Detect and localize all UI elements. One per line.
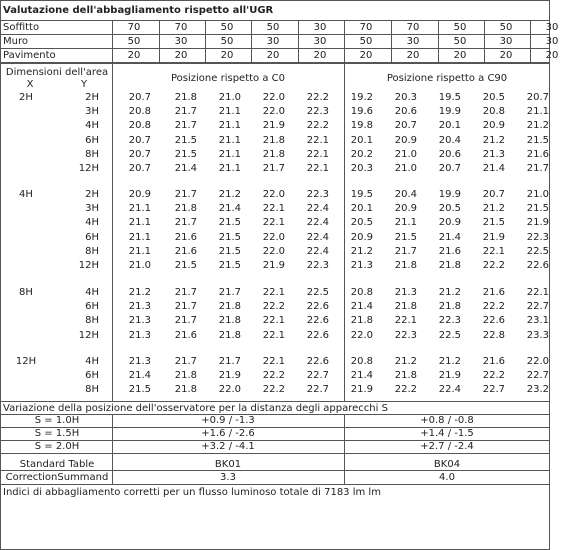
ugr-value: 21.3 bbox=[394, 287, 417, 298]
ugr-value: 21.2 bbox=[438, 356, 461, 367]
reflectance-value: 70 bbox=[174, 22, 188, 33]
ugr-value: 22.2 bbox=[262, 301, 285, 312]
ugr-value: 21.4 bbox=[350, 301, 373, 312]
c90-header: Posizione rispetto a C90 bbox=[386, 73, 508, 84]
ugr-value: 22.0 bbox=[262, 106, 285, 117]
reflectance-value: 20 bbox=[406, 50, 420, 61]
ugr-value: 21.4 bbox=[218, 203, 241, 214]
ugr-value: 20.7 bbox=[394, 120, 417, 131]
ugr-value: 22.5 bbox=[306, 287, 329, 298]
ugr-value: 20.3 bbox=[394, 92, 417, 103]
reflectance-value: 50 bbox=[359, 36, 373, 47]
ugr-value: 20.6 bbox=[394, 106, 417, 117]
ugr-value: 21.6 bbox=[438, 246, 461, 257]
ugr-value: 21.6 bbox=[174, 232, 197, 243]
ugr-value: 22.0 bbox=[350, 330, 373, 341]
ugr-value: 19.5 bbox=[350, 189, 373, 200]
area-y: 12H bbox=[78, 330, 99, 341]
ugr-value: 21.4 bbox=[350, 370, 373, 381]
ugr-value: 21.1 bbox=[218, 106, 241, 117]
ugr-value: 22.1 bbox=[262, 356, 285, 367]
ugr-value: 21.9 bbox=[262, 120, 285, 131]
ugr-value: 23.3 bbox=[526, 330, 549, 341]
ugr-value: 21.8 bbox=[262, 149, 285, 160]
ugr-value: 21.4 bbox=[438, 232, 461, 243]
ugr-value: 19.9 bbox=[438, 106, 461, 117]
column-divider bbox=[391, 21, 392, 63]
ugr-value: 21.2 bbox=[218, 189, 241, 200]
ugr-value: 21.5 bbox=[218, 217, 241, 228]
reflectance-value: 30 bbox=[545, 22, 559, 33]
area-x: 4H bbox=[19, 189, 33, 200]
c0-header: Posizione rispetto a C0 bbox=[171, 73, 285, 84]
ugr-value: 20.7 bbox=[526, 92, 549, 103]
reflectance-value: 50 bbox=[453, 22, 467, 33]
ugr-value: 20.1 bbox=[438, 120, 461, 131]
ugr-value: 20.7 bbox=[128, 135, 151, 146]
ugr-value: 20.5 bbox=[438, 203, 461, 214]
ugr-value: 22.3 bbox=[526, 232, 549, 243]
reflectance-value: 30 bbox=[499, 36, 513, 47]
ugr-value: 22.1 bbox=[526, 287, 549, 298]
ugr-value: 22.2 bbox=[262, 384, 285, 395]
ugr-value: 21.3 bbox=[128, 330, 151, 341]
ugr-value: 22.4 bbox=[438, 384, 461, 395]
area-y: 4H bbox=[85, 287, 99, 298]
ugr-value: 22.3 bbox=[306, 189, 329, 200]
ugr-value: 21.6 bbox=[482, 356, 505, 367]
ugr-value: 22.1 bbox=[262, 315, 285, 326]
reflectance-value: 30 bbox=[174, 36, 188, 47]
area-y: 8H bbox=[85, 315, 99, 326]
ugr-value: 21.0 bbox=[128, 260, 151, 271]
ugr-value: 23.1 bbox=[526, 315, 549, 326]
column-divider bbox=[112, 64, 113, 402]
column-divider bbox=[205, 21, 206, 63]
area-y: 4H bbox=[85, 217, 99, 228]
reflectance-value: 20 bbox=[220, 50, 234, 61]
variation-heading: Variazione della posizione dell'osservatore per la distanza degli apparecchi S bbox=[3, 403, 388, 414]
ugr-value: 20.9 bbox=[350, 232, 373, 243]
column-divider bbox=[484, 21, 485, 63]
row-divider bbox=[1, 34, 549, 35]
column-divider bbox=[298, 21, 299, 63]
area-y: 8H bbox=[85, 246, 99, 257]
ugr-value: 22.7 bbox=[526, 301, 549, 312]
area-y: 4H bbox=[85, 120, 99, 131]
area-y: 2H bbox=[85, 189, 99, 200]
ugr-value: 20.4 bbox=[438, 135, 461, 146]
ugr-value: 22.0 bbox=[218, 384, 241, 395]
y-header: Y bbox=[80, 79, 88, 90]
ugr-value: 20.8 bbox=[350, 356, 373, 367]
ugr-value: 20.9 bbox=[128, 189, 151, 200]
ugr-value: 21.9 bbox=[350, 384, 373, 395]
ugr-value: 21.9 bbox=[482, 232, 505, 243]
reflectance-value: 30 bbox=[545, 36, 559, 47]
ugr-value: 22.8 bbox=[482, 330, 505, 341]
ugr-value: 22.1 bbox=[482, 246, 505, 257]
ugr-value: 22.1 bbox=[394, 315, 417, 326]
variation-label: S = 1.5H bbox=[34, 428, 80, 439]
ugr-value: 21.2 bbox=[394, 356, 417, 367]
variation-c0: +0.9 / -1.3 bbox=[201, 415, 255, 426]
ugr-value: 22.1 bbox=[262, 330, 285, 341]
area-y: 8H bbox=[85, 384, 99, 395]
ugr-value: 20.7 bbox=[482, 189, 505, 200]
row-divider bbox=[1, 484, 549, 485]
ugr-value: 21.2 bbox=[350, 246, 373, 257]
ugr-value: 21.8 bbox=[174, 92, 197, 103]
variation-label: S = 1.0H bbox=[34, 415, 80, 426]
reflectance-label: Soffitto bbox=[3, 22, 40, 33]
ugr-value: 22.2 bbox=[262, 370, 285, 381]
ugr-value: 21.1 bbox=[218, 149, 241, 160]
ugr-value: 21.1 bbox=[128, 232, 151, 243]
ugr-value: 22.1 bbox=[306, 163, 329, 174]
ugr-value: 22.1 bbox=[262, 217, 285, 228]
ugr-value: 22.7 bbox=[526, 370, 549, 381]
ugr-value: 21.7 bbox=[394, 246, 417, 257]
column-divider bbox=[344, 21, 345, 63]
ugr-value: 21.9 bbox=[438, 370, 461, 381]
ugr-value: 21.7 bbox=[174, 287, 197, 298]
ugr-value: 22.4 bbox=[306, 217, 329, 228]
ugr-value: 21.6 bbox=[174, 330, 197, 341]
footer-note: Indici di abbagliamento corretti per un flusso luminoso totale di 7183 lm lm bbox=[3, 487, 381, 498]
ugr-value: 21.7 bbox=[174, 356, 197, 367]
ugr-value: 21.8 bbox=[174, 370, 197, 381]
reflectance-label: Muro bbox=[3, 36, 28, 47]
ugr-value: 21.8 bbox=[262, 135, 285, 146]
reflectance-value: 50 bbox=[127, 36, 141, 47]
ugr-value: 20.9 bbox=[394, 135, 417, 146]
reflectance-value: 70 bbox=[406, 22, 420, 33]
ugr-value: 20.8 bbox=[128, 120, 151, 131]
ugr-value: 20.8 bbox=[128, 106, 151, 117]
ugr-value: 22.3 bbox=[394, 330, 417, 341]
reflectance-value: 50 bbox=[220, 36, 234, 47]
ugr-value: 21.7 bbox=[174, 301, 197, 312]
ugr-value: 21.7 bbox=[218, 356, 241, 367]
ugr-value: 22.3 bbox=[306, 260, 329, 271]
reflectance-value: 20 bbox=[499, 50, 513, 61]
ugr-value: 21.9 bbox=[218, 370, 241, 381]
ugr-value: 21.6 bbox=[482, 287, 505, 298]
column-divider bbox=[438, 21, 439, 63]
ugr-value: 22.2 bbox=[306, 120, 329, 131]
x-header: X bbox=[26, 79, 34, 90]
ugr-value: 21.3 bbox=[482, 149, 505, 160]
ugr-value: 20.9 bbox=[482, 120, 505, 131]
reflectance-value: 20 bbox=[359, 50, 373, 61]
ugr-value: 20.4 bbox=[394, 189, 417, 200]
column-divider bbox=[530, 21, 531, 63]
reflectance-value: 20 bbox=[266, 50, 280, 61]
area-y: 8H bbox=[85, 149, 99, 160]
ugr-value: 22.6 bbox=[306, 330, 329, 341]
ugr-value: 19.5 bbox=[438, 92, 461, 103]
ugr-value: 22.6 bbox=[306, 315, 329, 326]
ugr-value: 20.7 bbox=[128, 92, 151, 103]
area-y: 12H bbox=[78, 163, 99, 174]
ugr-value: 22.5 bbox=[526, 246, 549, 257]
ugr-value: 22.1 bbox=[262, 287, 285, 298]
reflectance-value: 30 bbox=[266, 36, 280, 47]
dimensions-header: Dimensioni dell'area bbox=[5, 67, 109, 78]
ugr-value: 21.4 bbox=[482, 163, 505, 174]
ugr-value: 20.5 bbox=[350, 217, 373, 228]
ugr-value: 20.3 bbox=[350, 163, 373, 174]
ugr-value: 22.6 bbox=[526, 260, 549, 271]
ugr-value: 21.0 bbox=[394, 163, 417, 174]
area-x: 2H bbox=[19, 92, 33, 103]
ugr-value: 21.8 bbox=[218, 301, 241, 312]
ugr-value: 21.7 bbox=[526, 163, 549, 174]
reflectance-value: 30 bbox=[313, 36, 327, 47]
area-y: 3H bbox=[85, 203, 99, 214]
ugr-value: 21.1 bbox=[218, 120, 241, 131]
area-y: 6H bbox=[85, 232, 99, 243]
ugr-value: 21.6 bbox=[526, 149, 549, 160]
reflectance-value: 50 bbox=[220, 22, 234, 33]
column-divider bbox=[159, 21, 160, 63]
ugr-value: 21.1 bbox=[394, 217, 417, 228]
ugr-value: 20.7 bbox=[128, 149, 151, 160]
ugr-value: 19.9 bbox=[438, 189, 461, 200]
ugr-value: 21.7 bbox=[174, 189, 197, 200]
ugr-value: 21.9 bbox=[262, 260, 285, 271]
ugr-value: 20.9 bbox=[394, 203, 417, 214]
ugr-value: 22.0 bbox=[262, 189, 285, 200]
row-divider bbox=[1, 470, 549, 471]
ugr-value: 21.1 bbox=[128, 217, 151, 228]
ugr-value: 22.7 bbox=[306, 384, 329, 395]
area-y: 4H bbox=[85, 356, 99, 367]
ugr-value: 23.2 bbox=[526, 384, 549, 395]
table-title: Valutazione dell'abbagliamento rispetto all'UGR bbox=[3, 5, 274, 16]
ugr-value: 19.6 bbox=[350, 106, 373, 117]
area-y: 12H bbox=[78, 260, 99, 271]
reflectance-value: 50 bbox=[499, 22, 513, 33]
ugr-value: 21.0 bbox=[394, 149, 417, 160]
ugr-value: 21.7 bbox=[174, 217, 197, 228]
ugr-value: 21.8 bbox=[438, 260, 461, 271]
ugr-value: 19.2 bbox=[350, 92, 373, 103]
ugr-value: 21.3 bbox=[350, 260, 373, 271]
ugr-value: 21.8 bbox=[394, 301, 417, 312]
ugr-value: 21.8 bbox=[394, 370, 417, 381]
ugr-value: 21.8 bbox=[218, 330, 241, 341]
ugr-value: 21.5 bbox=[174, 135, 197, 146]
ugr-value: 21.7 bbox=[174, 106, 197, 117]
ugr-value: 21.8 bbox=[438, 301, 461, 312]
area-y: 6H bbox=[85, 135, 99, 146]
reflectance-value: 20 bbox=[453, 50, 467, 61]
ugr-value: 21.8 bbox=[350, 315, 373, 326]
ugr-value: 21.7 bbox=[174, 120, 197, 131]
area-y: 2H bbox=[85, 92, 99, 103]
reflectance-value: 50 bbox=[453, 36, 467, 47]
ugr-value: 21.2 bbox=[482, 135, 505, 146]
column-divider bbox=[344, 414, 345, 484]
reflectance-value: 30 bbox=[406, 36, 420, 47]
reflectance-value: 50 bbox=[266, 22, 280, 33]
row-divider bbox=[1, 401, 549, 402]
ugr-value: 20.6 bbox=[438, 149, 461, 160]
column-divider bbox=[251, 21, 252, 63]
ugr-value: 20.9 bbox=[438, 217, 461, 228]
ugr-value: 22.2 bbox=[482, 370, 505, 381]
ugr-value: 21.8 bbox=[174, 384, 197, 395]
ugr-value: 21.5 bbox=[394, 232, 417, 243]
ugr-value: 22.1 bbox=[262, 203, 285, 214]
row-divider bbox=[1, 63, 549, 64]
ugr-value: 20.8 bbox=[350, 287, 373, 298]
ugr-value: 22.0 bbox=[262, 92, 285, 103]
ugr-value: 21.1 bbox=[218, 163, 241, 174]
reflectance-value: 70 bbox=[127, 22, 141, 33]
area-x: 8H bbox=[19, 287, 33, 298]
ugr-value: 22.0 bbox=[526, 356, 549, 367]
ugr-value: 21.7 bbox=[262, 163, 285, 174]
reflectance-value: 20 bbox=[174, 50, 188, 61]
ugr-value: 21.0 bbox=[526, 189, 549, 200]
ugr-value: 22.2 bbox=[482, 301, 505, 312]
ugr-value: 21.7 bbox=[218, 287, 241, 298]
ugr-value: 20.8 bbox=[482, 106, 505, 117]
ugr-value: 22.2 bbox=[482, 260, 505, 271]
ugr-value: 22.7 bbox=[482, 384, 505, 395]
correction-c0: 3.3 bbox=[220, 472, 236, 483]
column-divider bbox=[112, 21, 113, 63]
ugr-value: 20.1 bbox=[350, 203, 373, 214]
ugr-value: 22.3 bbox=[438, 315, 461, 326]
column-divider bbox=[112, 414, 113, 484]
ugr-value: 21.7 bbox=[174, 315, 197, 326]
ugr-value: 21.1 bbox=[128, 203, 151, 214]
reflectance-value: 20 bbox=[313, 50, 327, 61]
reflectance-value: 70 bbox=[359, 22, 373, 33]
ugr-value: 22.0 bbox=[262, 232, 285, 243]
row-divider bbox=[1, 453, 549, 454]
ugr-value: 21.5 bbox=[482, 217, 505, 228]
reflectance-value: 30 bbox=[313, 22, 327, 33]
ugr-value: 22.6 bbox=[306, 356, 329, 367]
ugr-value: 22.4 bbox=[306, 203, 329, 214]
ugr-value: 21.2 bbox=[482, 203, 505, 214]
standard-table-c90: BK04 bbox=[433, 459, 461, 470]
ugr-value: 22.4 bbox=[306, 246, 329, 257]
ugr-value: 21.5 bbox=[218, 246, 241, 257]
ugr-value: 22.1 bbox=[306, 135, 329, 146]
ugr-value: 21.8 bbox=[218, 315, 241, 326]
ugr-value: 22.6 bbox=[306, 301, 329, 312]
reflectance-label: Pavimento bbox=[3, 50, 56, 61]
correction-c90: 4.0 bbox=[439, 472, 455, 483]
ugr-value: 20.5 bbox=[482, 92, 505, 103]
area-x: 12H bbox=[15, 356, 37, 367]
ugr-value: 20.7 bbox=[128, 163, 151, 174]
ugr-value: 21.1 bbox=[218, 135, 241, 146]
row-divider bbox=[1, 48, 549, 49]
ugr-value: 21.8 bbox=[174, 203, 197, 214]
ugr-value: 22.2 bbox=[394, 384, 417, 395]
ugr-value: 21.6 bbox=[174, 246, 197, 257]
ugr-value: 21.5 bbox=[174, 149, 197, 160]
correction-label: CorrectionSummand bbox=[5, 472, 109, 483]
area-y: 3H bbox=[85, 106, 99, 117]
standard-table-label: Standard Table bbox=[19, 459, 95, 470]
ugr-value: 21.5 bbox=[218, 260, 241, 271]
ugr-value: 21.1 bbox=[128, 246, 151, 257]
ugr-value: 20.1 bbox=[350, 135, 373, 146]
ugr-value: 22.0 bbox=[262, 246, 285, 257]
area-y: 6H bbox=[85, 370, 99, 381]
reflectance-value: 20 bbox=[127, 50, 141, 61]
variation-label: S = 2.0H bbox=[34, 441, 80, 452]
ugr-value: 20.7 bbox=[438, 163, 461, 174]
ugr-value: 21.4 bbox=[128, 370, 151, 381]
ugr-value: 21.3 bbox=[128, 356, 151, 367]
ugr-value: 22.3 bbox=[306, 106, 329, 117]
ugr-value: 22.4 bbox=[306, 232, 329, 243]
ugr-value: 21.1 bbox=[526, 106, 549, 117]
ugr-value: 22.1 bbox=[306, 149, 329, 160]
ugr-value: 22.5 bbox=[438, 330, 461, 341]
ugr-value: 20.2 bbox=[350, 149, 373, 160]
row-divider bbox=[1, 20, 549, 21]
ugr-value: 21.9 bbox=[526, 217, 549, 228]
variation-c90: +0.8 / -0.8 bbox=[420, 415, 474, 426]
ugr-value: 21.3 bbox=[128, 301, 151, 312]
variation-c90: +1.4 / -1.5 bbox=[420, 428, 474, 439]
ugr-value: 21.5 bbox=[526, 203, 549, 214]
ugr-value: 21.5 bbox=[526, 135, 549, 146]
ugr-value: 21.8 bbox=[394, 260, 417, 271]
ugr-value: 21.5 bbox=[174, 260, 197, 271]
area-y: 6H bbox=[85, 301, 99, 312]
ugr-value: 21.0 bbox=[218, 92, 241, 103]
variation-c0: +3.2 / -4.1 bbox=[201, 441, 255, 452]
ugr-value: 21.3 bbox=[128, 315, 151, 326]
ugr-value: 22.7 bbox=[306, 370, 329, 381]
ugr-value: 21.2 bbox=[128, 287, 151, 298]
reflectance-value: 20 bbox=[545, 50, 559, 61]
standard-table-c0: BK01 bbox=[214, 459, 242, 470]
ugr-value: 21.2 bbox=[438, 287, 461, 298]
ugr-value: 22.6 bbox=[482, 315, 505, 326]
variation-c90: +2.7 / -2.4 bbox=[420, 441, 474, 452]
ugr-value: 21.4 bbox=[174, 163, 197, 174]
ugr-value: 22.2 bbox=[306, 92, 329, 103]
ugr-value: 21.5 bbox=[128, 384, 151, 395]
ugr-value: 21.2 bbox=[526, 120, 549, 131]
variation-c0: +1.6 / -2.6 bbox=[201, 428, 255, 439]
ugr-value: 21.5 bbox=[218, 232, 241, 243]
ugr-value: 19.8 bbox=[350, 120, 373, 131]
